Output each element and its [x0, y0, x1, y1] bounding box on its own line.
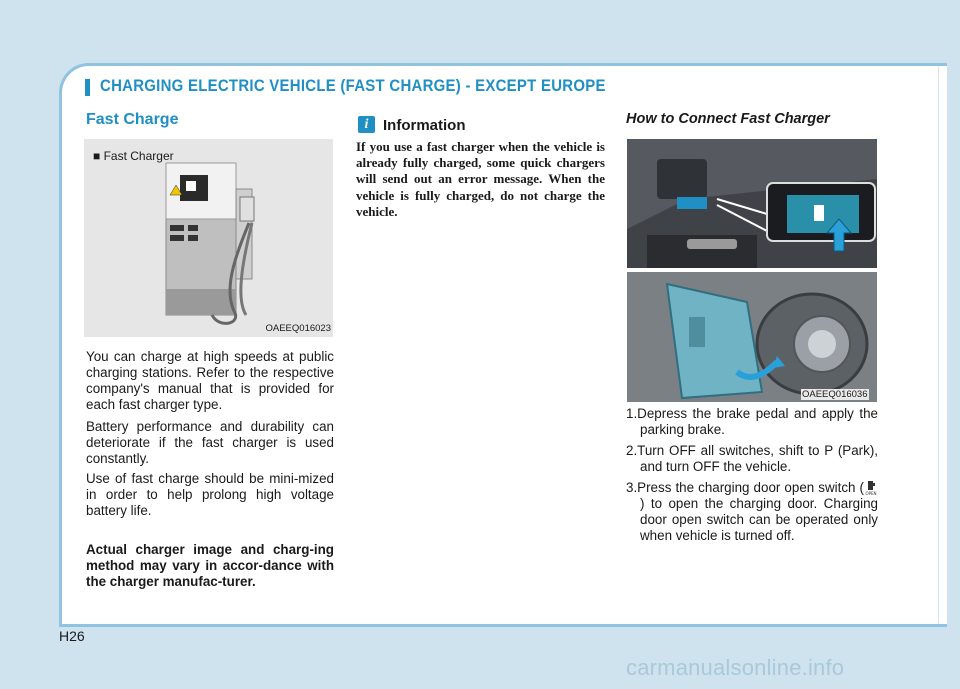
watermark: carmanualsonline.info — [626, 655, 845, 680]
frame-bottom — [59, 624, 947, 627]
info-title: Information — [383, 117, 466, 134]
charger-note: Actual charger image and charg-ing method may vary in accor-dance with the charger manufac-turer. — [86, 542, 334, 589]
connect-steps — [626, 406, 878, 549]
fast-charger-figure — [84, 139, 333, 337]
step-3 — [626, 480, 878, 544]
info-icon: i — [358, 116, 375, 133]
page-number: H26 — [59, 628, 85, 644]
figure-code: OAEEQ016036 — [802, 389, 868, 400]
fast-charge-heading: Fast Charge — [86, 111, 179, 128]
section-title: CHARGING ELECTRIC VEHICLE (FAST CHARGE) - EXCEPT EUROPE — [100, 76, 606, 95]
figure-label: ■ Fast Charger — [93, 149, 174, 163]
charging-door-illustration — [627, 272, 877, 402]
dashboard-illustration — [627, 139, 877, 268]
frame-left — [59, 90, 62, 626]
charging-door-figure — [627, 272, 877, 402]
charging-door-switch-icon — [864, 480, 878, 496]
section-title-bar — [85, 79, 90, 96]
step-3-text-a: 3.Press the charging door open switch ( — [626, 480, 864, 495]
fast-charger-illustration — [84, 139, 333, 337]
step-3-text-b: ) to open the charging door. Charging door open switch can be operated only when vehicle is turned off. — [640, 496, 878, 544]
fast-charge-paragraph-1: You can charge at high speeds at public charging stations. Refer to the respective company's manual that is provided for each fast charger type. — [86, 349, 334, 412]
frame-right-guide — [938, 66, 939, 624]
info-body: If you use a fast charger when the vehicle is already fully charged, some quick chargers will send out an error message. When the vehicle is fully charged, do not charge the vehicle. — [356, 139, 605, 219]
connect-heading: How to Connect Fast Charger — [626, 111, 830, 127]
switch-icon-label: OPEN — [865, 491, 877, 497]
step-1: 1.Depress the brake pedal and apply the parking brake. — [626, 406, 878, 437]
figure-code: OAEEQ016023 — [265, 323, 331, 334]
fast-charge-paragraph-3: Use of fast charge should be mini-mized in order to help prolong high voltage battery life. — [86, 471, 334, 518]
dashboard-switch-figure — [627, 139, 877, 268]
frame-top — [86, 63, 947, 66]
fast-charge-paragraph-2: Battery performance and durability can deteriorate if the fast charger is used constantly. — [86, 419, 334, 466]
step-2: 2.Turn OFF all switches, shift to P (Park), and turn OFF the vehicle. — [626, 443, 878, 474]
